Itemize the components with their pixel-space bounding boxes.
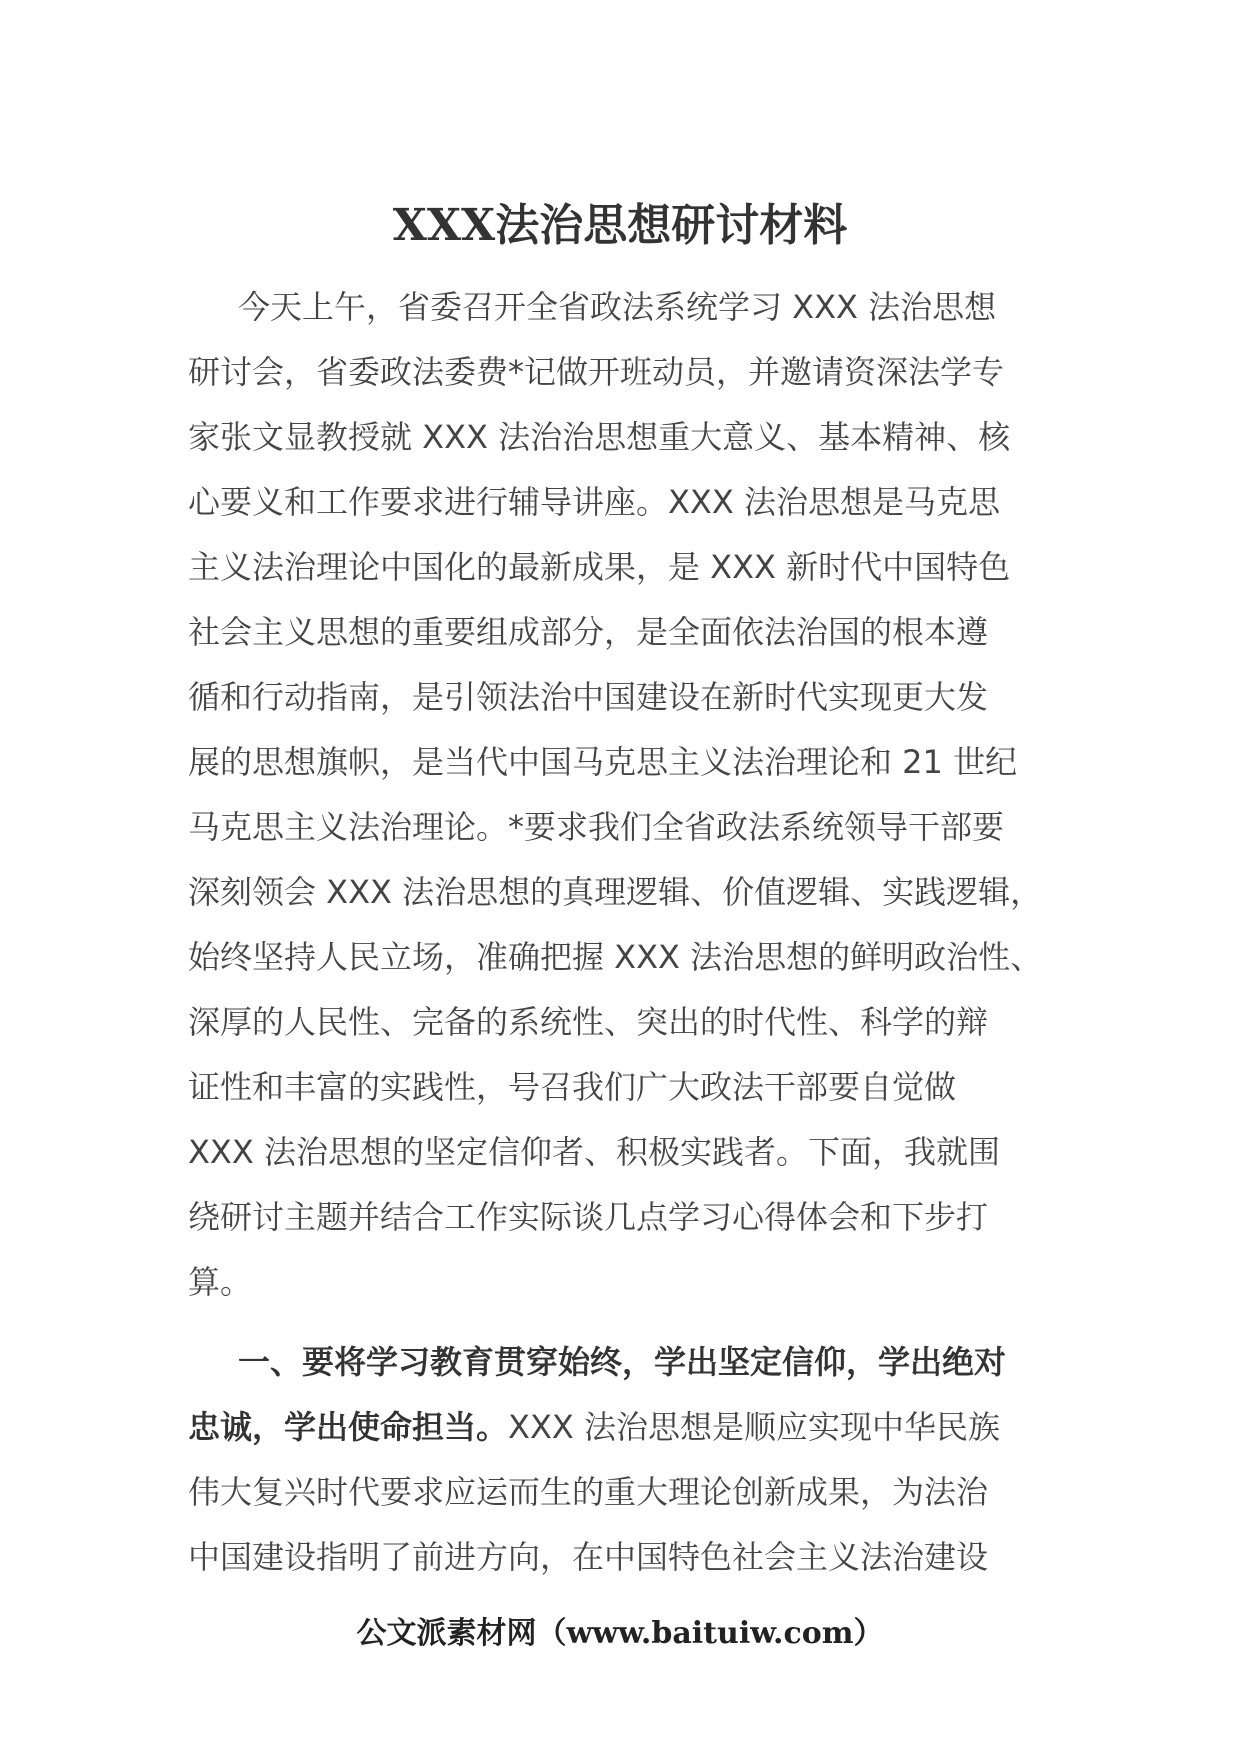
paragraph-line <box>188 1395 1058 1460</box>
paragraph-line: 心要义和工作要求进行辅导讲座。XXX 法治思想是马克思 <box>188 483 1000 521</box>
paragraph-line: 今天上午，省委召开全省政法系统学习 XXX 法治思想 <box>238 288 997 326</box>
paragraph-line: 深厚的人民性、完备的系统性、突出的时代性、科学的辩 <box>188 1003 989 1041</box>
paragraph-line: 始终坚持人民立场，准确把握 XXX 法治思想的鲜明政治性、 <box>188 938 1043 976</box>
paragraph-line: 深刻领会 XXX 法治思想的真理逻辑、价值逻辑、实践逻辑， <box>188 873 1043 911</box>
paragraph-line: 社会主义思想的重要组成部分，是全面依法治国的根本遵 <box>188 613 989 651</box>
paragraph-line: 算。 <box>188 1263 253 1301</box>
paragraph-line: XXX 法治思想的坚定信仰者、积极实践者。下面，我就围 <box>188 1133 1000 1171</box>
section-heading: 一、要将学习教育贯穿始终，学出坚定信仰，学出绝对 <box>238 1343 1007 1381</box>
paragraph-line: 绕研讨主题并结合工作实际谈几点学习心得体会和下步打 <box>188 1198 989 1236</box>
footer-watermark: 公文派素材网（www.baituiw.com） <box>356 1616 884 1651</box>
paragraph-section-one <box>188 1330 1058 1590</box>
paragraph-line: 家张文显教授就 XXX 法治治思想重大意义、基本精神、核 <box>188 418 1011 456</box>
paragraph-line: 研讨会，省委政法委费*记做开班动员，并邀请资深法学专 <box>188 353 1005 391</box>
paragraph-line: 主义法治理论中国化的最新成果，是 XXX 新时代中国特色 <box>188 548 1011 586</box>
paragraph-line: 伟大复兴时代要求应运而生的重大理论创新成果，为法治 <box>188 1473 989 1511</box>
paragraph-intro <box>188 275 1058 1315</box>
paragraph-line: 证性和丰富的实践性，号召我们广大政法干部要自觉做 <box>188 1068 957 1106</box>
section-heading-end: 忠诚，学出使命担当。 <box>188 1408 509 1446</box>
paragraph-line: 中国建设指明了前进方向，在中国特色社会主义法治建设 <box>188 1538 989 1576</box>
paragraph-line: 马克思主义法治理论。*要求我们全省政法系统领导干部要 <box>188 808 1005 846</box>
document-title: XXX法治思想研讨材料 <box>392 200 848 251</box>
paragraph-line: 展的思想旗帜，是当代中国马克思主义法治理论和 21 世纪 <box>188 743 1018 781</box>
paragraph-text: XXX 法治思想是顺应实现中华民族 <box>508 1408 1000 1446</box>
paragraph-line: 循和行动指南，是引领法治中国建设在新时代实现更大发 <box>188 678 989 716</box>
